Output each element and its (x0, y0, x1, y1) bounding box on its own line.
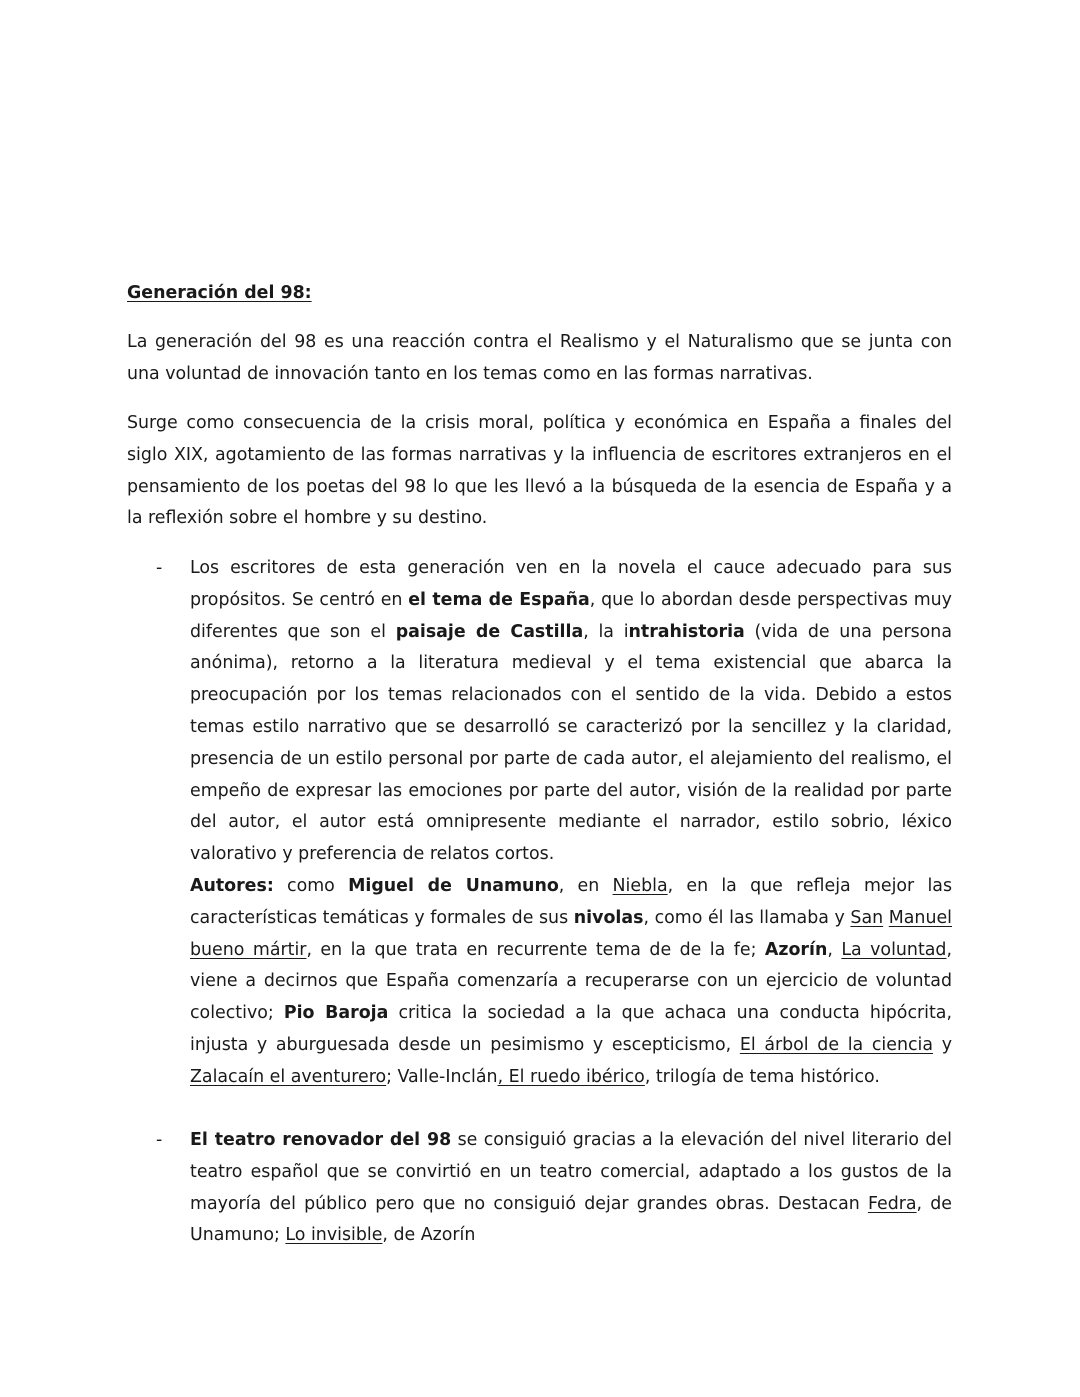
work-san-manuel-part2: Manuel bueno mártir (190, 907, 953, 960)
text-run: como (273, 875, 349, 896)
bold-run: paisaje de Castilla (395, 621, 584, 642)
text-run: , en la que refleja mejor las características temáticas y formales de sus (190, 875, 952, 928)
work-fedra: Fedra (867, 1193, 917, 1214)
text-run: , viene a decirnos que España comenzaría a recuperarse con un ejercicio de voluntad colectivo; (190, 939, 952, 1024)
work-san-manuel-part1: San (850, 907, 884, 928)
bold-run: nivolas (573, 907, 644, 928)
author-baroja: Pio Baroja (283, 1003, 389, 1024)
bold-run: ntrahistoria (628, 621, 745, 642)
text-run: , la i (583, 621, 629, 642)
bullet-marker-theatre: - (156, 1130, 163, 1150)
text-run: , en (558, 875, 613, 896)
list-item-theatre (190, 1125, 952, 1252)
work-el-arbol-de-la-ciencia: El árbol de la ciencia (739, 1034, 934, 1055)
theatre-paragraph (190, 1125, 952, 1252)
section-title: Generación del 98: (127, 283, 312, 303)
author-azorin: Azorín (764, 939, 828, 960)
authors-label: Autores: (190, 875, 274, 896)
text-run: , (827, 939, 842, 960)
text-run: (vida de una persona anónima), retorno a la literatura medieval y el tema existencial que abarca la preocupación por los temas relacionados con el sentido de la vida. Debido a estos temas estilo narrativo que se desarrolló se caracterizó por la sencillez y la claridad, presencia de un estilo personal por parte de cada autor, el alejamiento del realismo, el empeño de expresar las emociones por parte del autor, visión de la realidad por parte del autor, el autor está omnipresente mediante el narrador, estilo sobrio, léxico valorativo y preferencia de relatos cortos. (190, 621, 952, 865)
text-run: Los escritores de esta generación ven en la novela el cauce adecuado para sus propósitos. Se centró en (190, 558, 952, 610)
work-lo-invisible: Lo invisible (285, 1225, 383, 1246)
author-unamuno: Miguel de Unamuno (348, 875, 559, 896)
bold-run: el tema de España (408, 589, 590, 610)
text-run: se consiguió gracias a la elevación del nivel literario del teatro español que se convirtió en un teatro comercial, adaptado a los gustos de la mayoría del público pero que no consiguió dejar grandes obras. Destacan (190, 1130, 952, 1214)
work-zalacain: Zalacaín el aventurero (190, 1066, 387, 1087)
text-run: , trilogía de tema histórico. (644, 1066, 880, 1087)
text-run: critica la sociedad a la que achaca una conducta hipócrita, injusta y aburguesada desde un pesimismo y escepticismo, (190, 1003, 952, 1055)
novel-paragraph (190, 553, 952, 871)
text-run: , en la que trata en recurrente tema de de la fe; (306, 939, 765, 960)
text-run: , de Azorín (382, 1225, 476, 1246)
list-item-novel (190, 553, 952, 1094)
text-run: ; Valle-Inclán (386, 1066, 498, 1087)
work-niebla: Niebla (612, 875, 668, 896)
bullet-marker-novel: - (156, 558, 163, 578)
text-run: , como él las llamaba y (643, 907, 851, 928)
context-paragraph: Surge como consecuencia de la crisis moral, política y económica en España a finales del siglo XIX, agotamiento de las formas narrativas y la influencia de escritores extranjeros en el pensamiento de los poetas del 98 lo que les llevó a la búsqueda de la esencia de España y a la reflexión sobre el hombre y su destino. (127, 413, 952, 529)
text-run: , que lo abordan desde perspectivas muy diferentes que son el (190, 589, 952, 642)
work-el-ruedo-iberico: , El ruedo ibérico (497, 1066, 645, 1087)
work-la-voluntad: La voluntad (841, 939, 947, 960)
bold-run: El teatro renovador del 98 (190, 1130, 452, 1150)
intro-paragraph: La generación del 98 es una reacción contra el Realismo y el Naturalismo que se junta con una voluntad de innovación tanto en los temas como en las formas narrativas. (127, 332, 952, 384)
text-run: , de Unamuno; (190, 1193, 952, 1246)
text-run: y (933, 1034, 953, 1055)
authors-paragraph (190, 871, 952, 1094)
